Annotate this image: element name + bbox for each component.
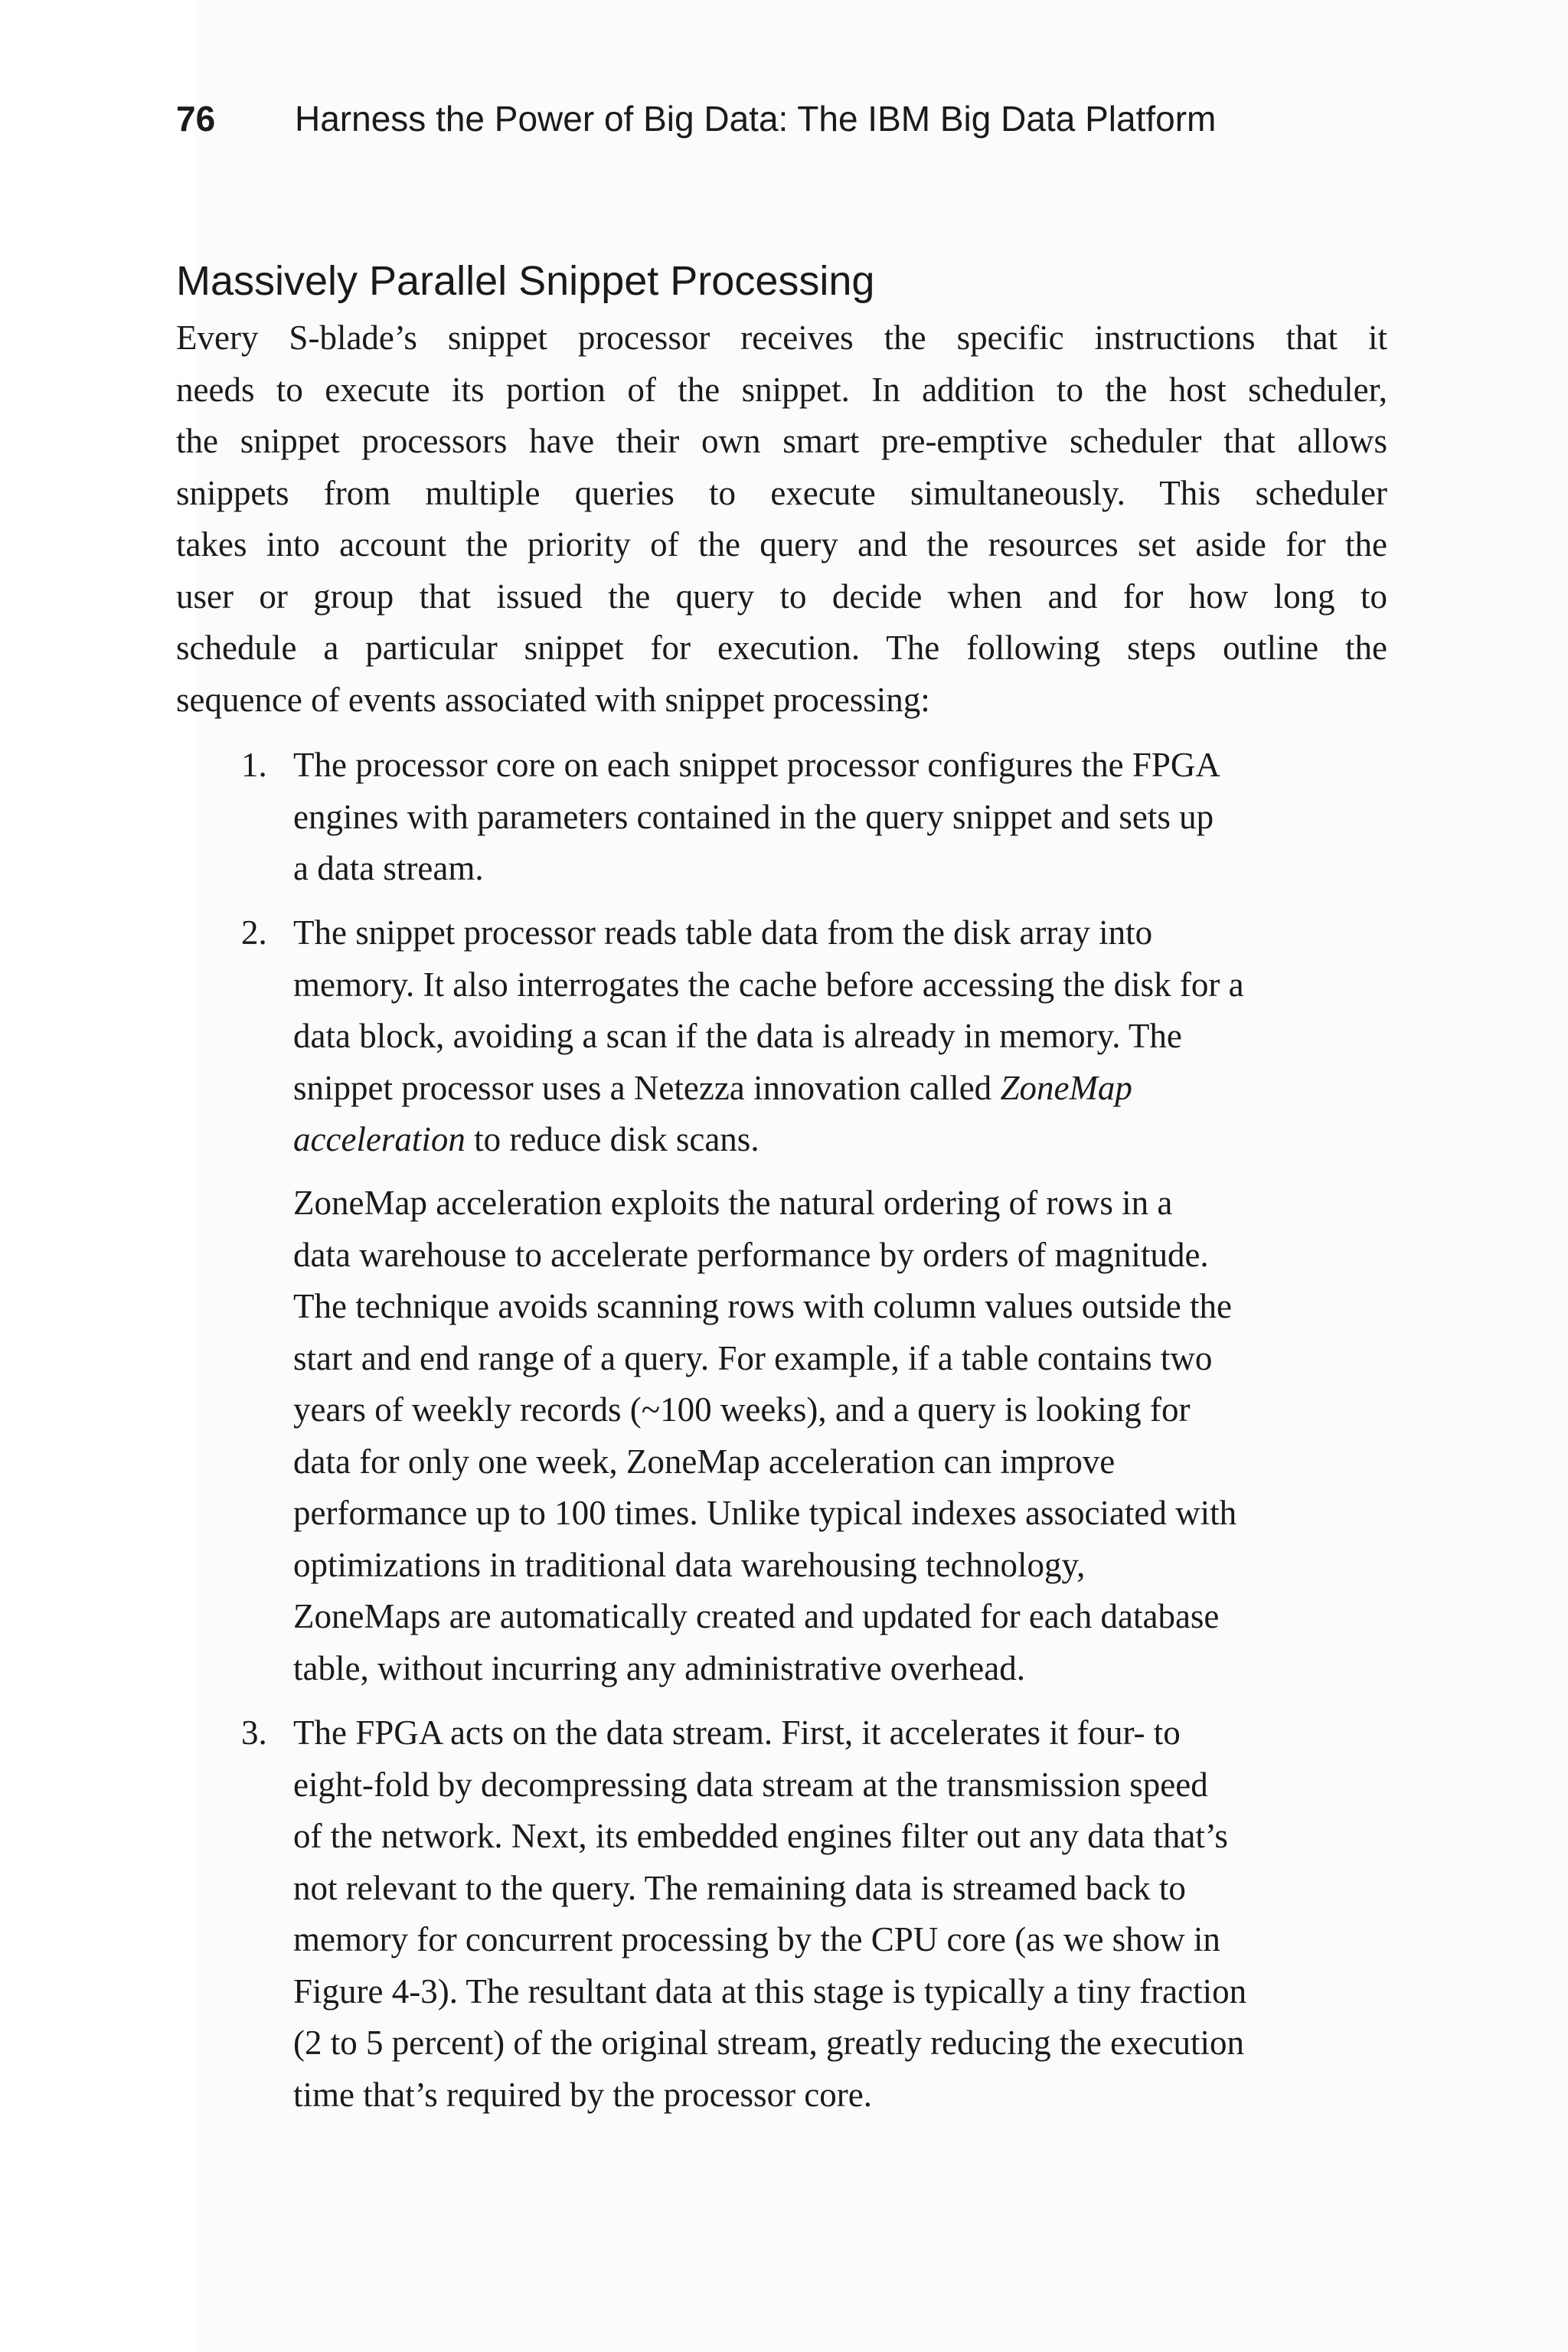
intro-paragraph	[176, 312, 1387, 726]
text-line: The snippet processor reads table data from the disk array into	[293, 913, 1153, 952]
text-line: sequence of events associated with snippet processing:	[176, 680, 930, 719]
step-2	[241, 907, 1396, 1166]
text-line: ZoneMap acceleration exploits the natural ordering of rows in a	[293, 1184, 1173, 1222]
text-line: snippets from multiple queries to execute simultaneously. This scheduler	[176, 473, 1387, 512]
text-line: years of weekly records (~100 weeks), and a query is looking for	[293, 1390, 1191, 1429]
italic-term: ZoneMap	[1000, 1068, 1132, 1107]
text-line: the snippet processors have their own smart pre-emptive scheduler that allows	[176, 422, 1387, 460]
step-number: 1.	[241, 746, 267, 784]
text-line: Every S-blade’s snippet processor receives the specific instructions that it	[176, 318, 1387, 357]
text-line: start and end range of a query. For example, if a table contains two	[293, 1338, 1213, 1377]
text-line	[293, 1114, 1396, 1166]
running-header	[176, 98, 1216, 139]
text-line: performance up to 100 times. Unlike typical indexes associated with	[293, 1494, 1237, 1532]
text-line: not relevant to the query. The remaining data is streamed back to	[293, 1868, 1186, 1907]
zonemap-paragraph	[293, 1178, 1396, 1694]
text-span: to reduce disk scans.	[465, 1120, 760, 1158]
text-line: Figure 4-3). The resultant data at this stage is typically a tiny fraction	[293, 1971, 1247, 2011]
text-line: memory for concurrent processing by the CPU core (as we show in	[293, 1920, 1220, 1958]
text-line: takes into account the priority of the query and the resources set aside for the	[176, 525, 1387, 564]
text-line: The technique avoids scanning rows with column values outside the	[293, 1287, 1232, 1325]
text-line: needs to execute its portion of the snippet. In addition to the host scheduler,	[176, 370, 1387, 409]
running-title: Harness the Power of Big Data: The IBM Big Data Platform	[295, 99, 1217, 139]
text-line: memory. It also interrogates the cache before accessing the disk for a	[293, 965, 1244, 1004]
text-line: (2 to 5 percent) of the original stream, greatly reducing the execution	[293, 2024, 1245, 2062]
text-line: time that’s required by the processor core.	[293, 2075, 872, 2114]
text-line: engines with parameters contained in the query snippet and sets up	[293, 797, 1214, 836]
text-span: snippet processor uses a Netezza innovation called	[293, 1068, 1001, 1107]
text-line: table, without incurring any administrative overhead.	[293, 1648, 1025, 1687]
step-number: 3.	[241, 1713, 267, 1752]
step-3	[241, 1707, 1396, 2121]
text-line: schedule a particular snippet for execution. The following steps outline the	[176, 629, 1387, 667]
text-line: eight-fold by decompressing data stream at the transmission speed	[293, 1765, 1208, 1804]
text-line: data block, avoiding a scan if the data is already in memory. The	[293, 1017, 1182, 1055]
step-number: 2.	[241, 913, 267, 952]
text-line: data for only one week, ZoneMap acceleration can improve	[293, 1442, 1116, 1481]
text-line: The processor core on each snippet processor configures the FPGA	[293, 746, 1220, 784]
text-line: optimizations in traditional data warehousing technology,	[293, 1545, 1086, 1584]
text-line: ZoneMaps are automatically created and updated for each database	[293, 1597, 1220, 1635]
text-line: data warehouse to accelerate performance by orders of magnitude.	[293, 1235, 1209, 1274]
text-line: a data stream.	[293, 849, 484, 887]
step-1	[241, 740, 1396, 895]
italic-term: acceleration	[293, 1120, 466, 1158]
page-number: 76	[176, 99, 216, 139]
text-line: of the network. Next, its embedded engines filter out any data that’s	[293, 1817, 1228, 1855]
text-line	[293, 1063, 1396, 1115]
section-title: Massively Parallel Snippet Processing	[176, 258, 875, 304]
text-line: user or group that issued the query to decide when and for how long to	[176, 577, 1387, 616]
text-line: The FPGA acts on the data stream. First, it accelerates it four- to	[293, 1713, 1181, 1752]
